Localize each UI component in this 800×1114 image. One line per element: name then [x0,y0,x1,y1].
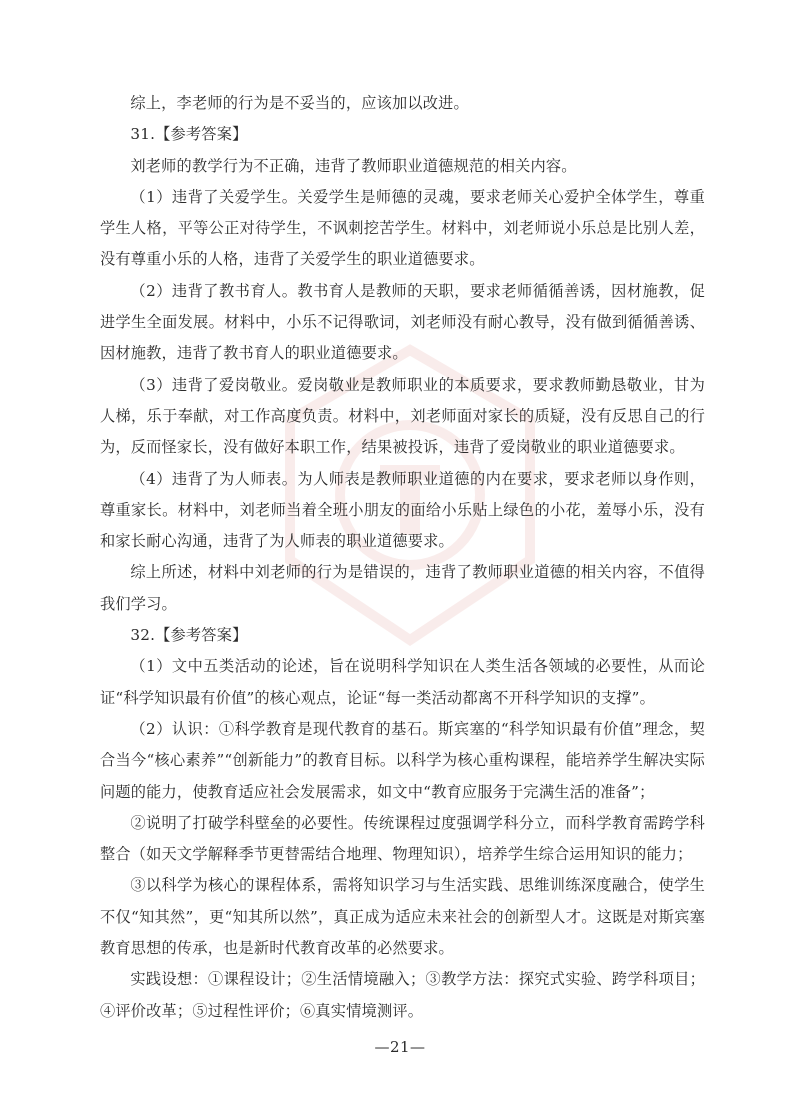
paragraph-32-point-2: ②说明了打破学科壁垒的必要性。传统课程过度强调学科分立，而科学教育需跨学科整合（如天文学解释季节更替需结合地理、物理知识），培养学生综合运用知识的能力； [100,813,705,864]
heading-question-31: 31.【参考答案】 [130,125,248,144]
paragraph-31-conclusion: 综上所述，材料中刘老师的行为是错误的，违背了教师职业道德的相关内容，不值得我们学习。 [100,563,705,613]
paragraph-31-intro: 刘老师的教学行为不正确，违背了教师职业道德规范的相关内容。 [130,156,577,175]
paragraph-31-point-2: （2）违背了教书育人。教书育人是教师的天职，要求老师循循善诱，因材施教，促进学生全面发展。材料中，小乐不记得歌词，刘老师没有耐心教导，没有做到循循善诱、因材施教，违背了教书育人的职业道德要求。 [100,281,705,363]
paragraph-32-practice: 实践设想：①课程设计；②生活情境融入；③教学方法：探究式实验、跨学科项目；④评价改革；⑤过程性评价；⑥真实情境测评。 [100,970,705,1020]
paragraph-32-point-3: ③以科学为核心的课程体系，需将知识学习与生活实践、思维训练深度融合，使学生不仅“知其然”，更“知其所以然”，真正成为适应未来社会的创新型人才。这既是对斯宾塞教育思想的传承，也是新时代教育改革的必然要求。 [100,876,705,958]
paragraph-31-point-4: （4）违背了为人师表。为人师表是教师职业道德的内在要求，要求老师以身作则，尊重家长。材料中，刘老师当着全班小朋友的面给小乐贴上绿色的小花，羞辱小乐，没有和家长耐心沟通，违背了为人师表的职业道德要求。 [100,469,705,551]
heading-question-32: 32.【参考答案】 [130,626,248,645]
answer-content [100,88,705,1027]
paragraph-conclusion-30: 综上，李老师的行为是不妥当的，应该加以改进。 [130,94,469,112]
paragraph-32-part-2: （2）认识：①科学教育是现代教育的基石。斯宾塞的“科学知识最有价值”理念，契合当今“核心素养”“创新能力”的教育目标。以科学为核心重构课程，能培养学生解决实际问题的能力，使教育适应社会发展需求，如文中“教育应服务于完满生活的准备”； [100,719,705,801]
paragraph-31-point-1: （1）违背了关爱学生。关爱学生是师德的灵魂，要求老师关心爱护全体学生，尊重学生人格，平等公正对待学生，不讽刺挖苦学生。材料中，刘老师说小乐总是比别人差，没有尊重小乐的人格，违背了关爱学生的职业道德要求。 [100,187,705,269]
page-number: —21— [374,1038,426,1056]
paragraph-31-point-3: （3）违背了爱岗敬业。爱岗敬业是教师职业的本质要求，要求教师勤恳敬业，甘为人梯，乐于奉献，对工作高度负责。材料中，刘老师面对家长的质疑，没有反思自己的行为，反而怪家长，没有做好本职工作，结果被投诉，违背了爱岗敬业的职业道德要求。 [100,375,705,457]
paragraph-32-part-1: （1）文中五类活动的论述，旨在说明科学知识在人类生活各领域的必要性，从而论证“科学知识最有价值”的核心观点，论证“每一类活动都离不开科学知识的支撑”。 [100,657,705,707]
